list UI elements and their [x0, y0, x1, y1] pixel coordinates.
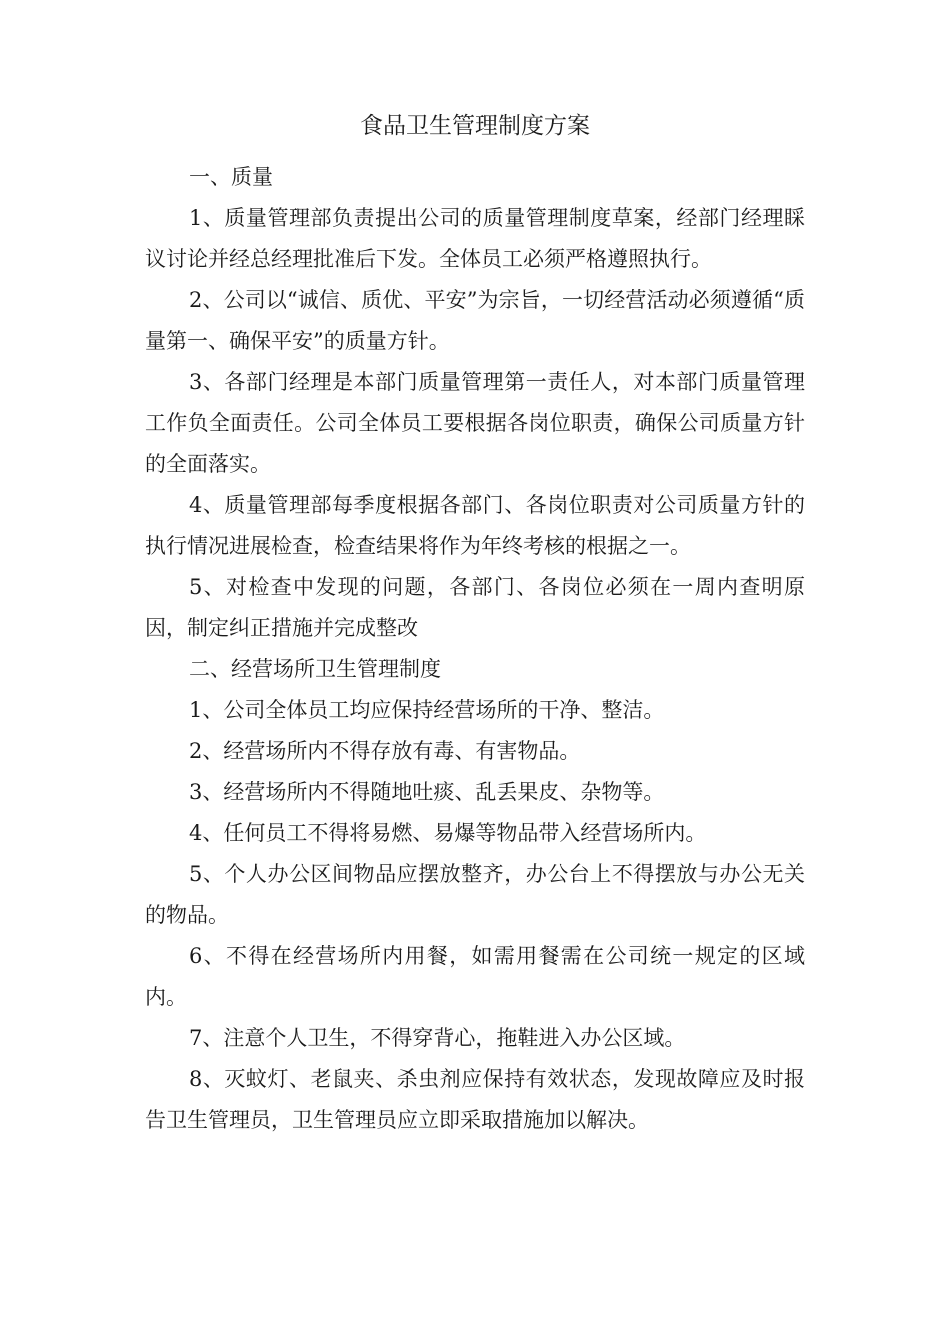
document-title: 食品卫生管理制度方案	[360, 113, 590, 139]
paragraph-hygiene-4: 4、任何员工不得将易燃、易爆等物品带入经营场所内。	[189, 821, 707, 845]
section-heading-quality: 一、质量	[189, 165, 273, 189]
paragraph-hygiene-2: 2、经营场所内不得存放有毒、有害物品。	[189, 739, 581, 763]
paragraph-quality-4: 4、质量管理部每季度根据各部门、各岗位职责对公司质量方针的执行情况进展检查，检查结果将作为年终考核的根据之一。	[145, 493, 805, 558]
paragraph-hygiene-6: 6、不得在经营场所内用餐，如需用餐需在公司统一规定的区域内。	[145, 944, 805, 1009]
paragraph-hygiene-1: 1、公司全体员工均应保持经营场所的干净、整洁。	[189, 698, 665, 722]
paragraph-hygiene-7: 7、注意个人卫生，不得穿背心，拖鞋进入办公区域。	[189, 1026, 686, 1050]
section-heading-hygiene: 二、经营场所卫生管理制度	[189, 657, 441, 681]
paragraph-quality-2: 2、公司以“诚信、质优、平安”为宗旨，一切经营活动必须遵循“质量第一、确保平安”的质量方针。	[145, 288, 805, 353]
paragraph-hygiene-8: 8、灭蚊灯、老鼠夹、杀虫剂应保持有效状态，发现故障应及时报告卫生管理员，卫生管理员应立即采取措施加以解决。	[145, 1067, 805, 1132]
paragraph-quality-5: 5、对检查中发现的问题，各部门、各岗位必须在一周内查明原因，制定纠正措施并完成整改	[145, 575, 805, 640]
paragraph-hygiene-5: 5、个人办公区间物品应摆放整齐，办公台上不得摆放与办公无关的物品。	[145, 862, 805, 927]
document-body	[145, 157, 805, 1141]
paragraph-quality-3: 3、各部门经理是本部门质量管理第一责任人，对本部门质量管理工作负全面责任。公司全体员工要根据各岗位职责，确保公司质量方针的全面落实。	[145, 370, 805, 476]
paragraph-quality-1: 1、质量管理部负责提出公司的质量管理制度草案，经部门经理睬议讨论并经总经理批准后下发。全体员工必须严格遵照执行。	[145, 206, 805, 271]
paragraph-hygiene-3: 3、经营场所内不得随地吐痰、乱丢果皮、杂物等。	[189, 780, 665, 804]
